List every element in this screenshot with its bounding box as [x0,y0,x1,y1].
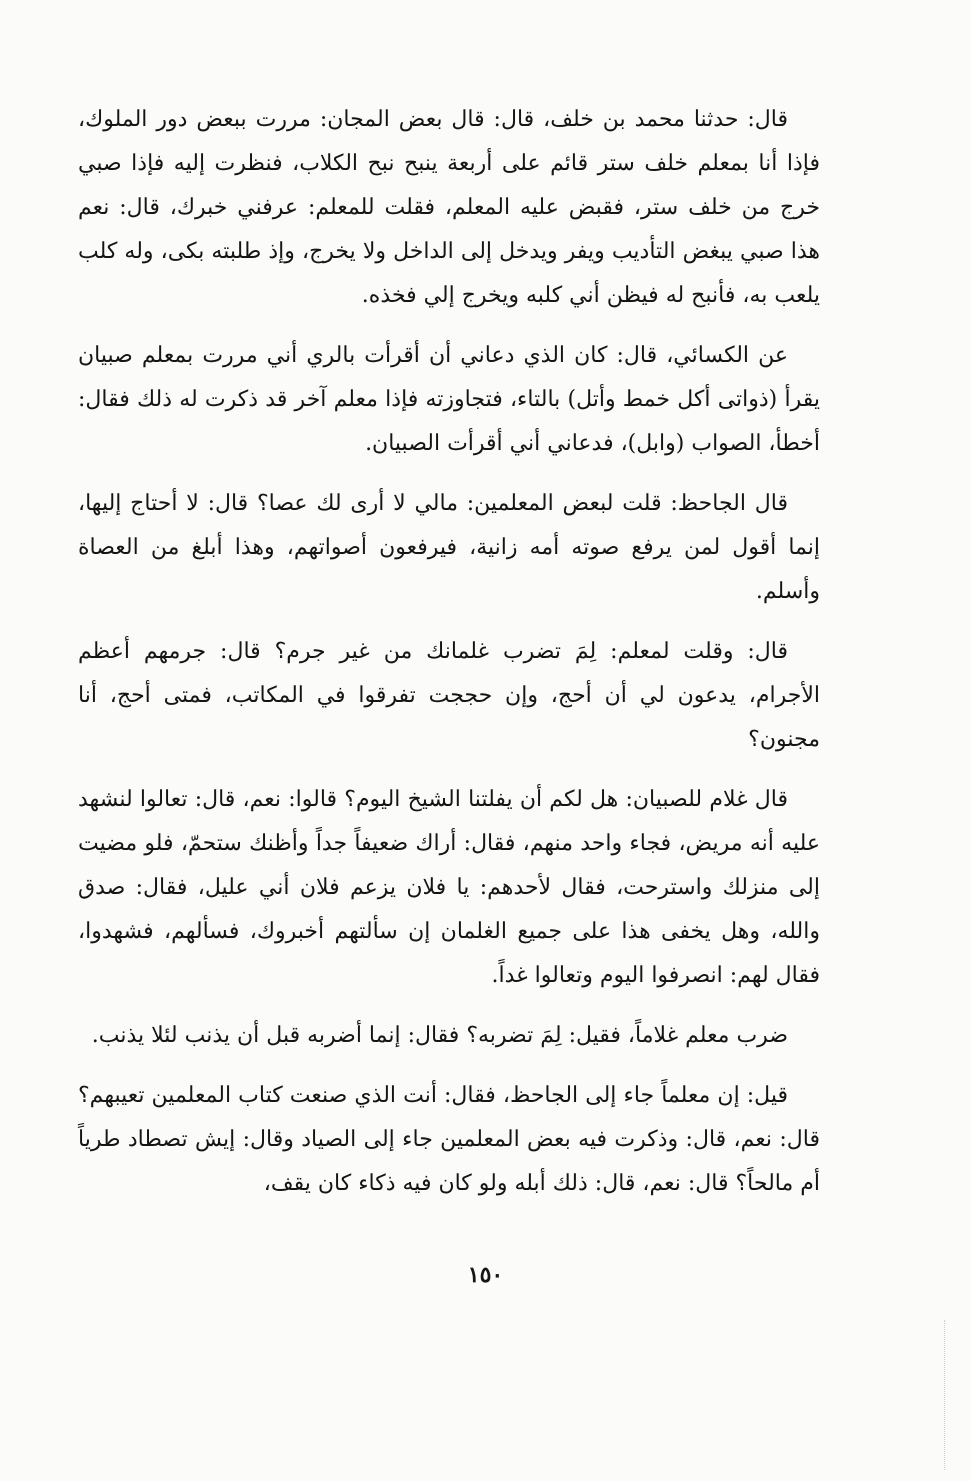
paragraph-2: عن الكسائي، قال: كان الذي دعاني أن أقرأت بالري أني مررت بمعلم صبيان يقرأ (ذواتى أكل خمط وأتل) بالتاء، فتجاوزته فإذا معلم آخر قد ذكرت له ذلك فقال: أخطأ، الصواب (وابل)، فدعاني أني أقرأت الصبيان. [78,343,820,456]
page-number: ١٥٠ [467,1262,504,1288]
paragraph-6: ضرب معلم غلاماً، فقيل: لِمَ تضربه؟ فقال: إنما أضربه قبل أن يذنب لئلا يذنب. [91,1023,788,1048]
body-text [78,98,820,1206]
paragraph-7: قيل: إن معلماً جاء إلى الجاحظ، فقال: أنت الذي صنعت كتاب المعلمين تعيبهم؟ قال: نعم، قال: وذكرت فيه بعض المعلمين جاء إلى الصياد وقال: إيش تصطاد طرياً أم مالحاً؟ قال: نعم، قال: ذلك أبله ولو كان فيه ذكاء كان يقف، [78,1083,820,1196]
paragraph-4: قال: وقلت لمعلم: لِمَ تضرب غلمانك من غير جرم؟ قال: جرمهم أعظم الأجرام، يدعون لي أن أحج، وإن حججت تفرقوا في المكاتب، فمتى أحج، أنا مجنون؟ [78,639,820,752]
paragraph-1: قال: حدثنا محمد بن خلف، قال: قال بعض المجان: مررت ببعض دور الملوك، فإذا أنا بمعلم خلف ستر قائم على أربعة ينبح نبح الكلاب، فنظرت إليه فإذا صبي خرج من خلف ستر، فقبض عليه المعلم، فقلت للمعلم: عرفني خبرك، قال: نعم هذا صبي يبغض التأديب ويفر ويدخل إلى الداخل ولا يخرج، وإذ طلبته بكى، وله كلب يلعب به، فأنبح له فيظن أني كلبه ويخرج إلي فخذه. [78,107,820,308]
scan-margin-line [944,1320,946,1470]
paragraph-5: قال غلام للصبيان: هل لكم أن يفلتنا الشيخ اليوم؟ قالوا: نعم، قال: تعالوا لنشهد عليه أنه مريض، فجاء واحد منهم، فقال: أراك ضعيفاً جداً وأظنك ستحمّ، فلو مضيت إلى منزلك واسترحت، فقال لأحدهم: يا فلان يزعم فلان أني عليل، فقال: صدق والله، وهل يخفى هذا على جميع الغلمان إن سألتهم أخبروك، فسألهم، فشهدوا، فقال لهم: انصرفوا اليوم وتعالوا غداً. [78,787,820,988]
paragraph-3: قال الجاحظ: قلت لبعض المعلمين: مالي لا أرى لك عصا؟ قال: لا أحتاج إليها، إنما أقول لمن يرفع صوته أمه زانية، فيرفعون أصواتهم، وهذا أبلغ من العصاة وأسلم. [78,491,820,604]
